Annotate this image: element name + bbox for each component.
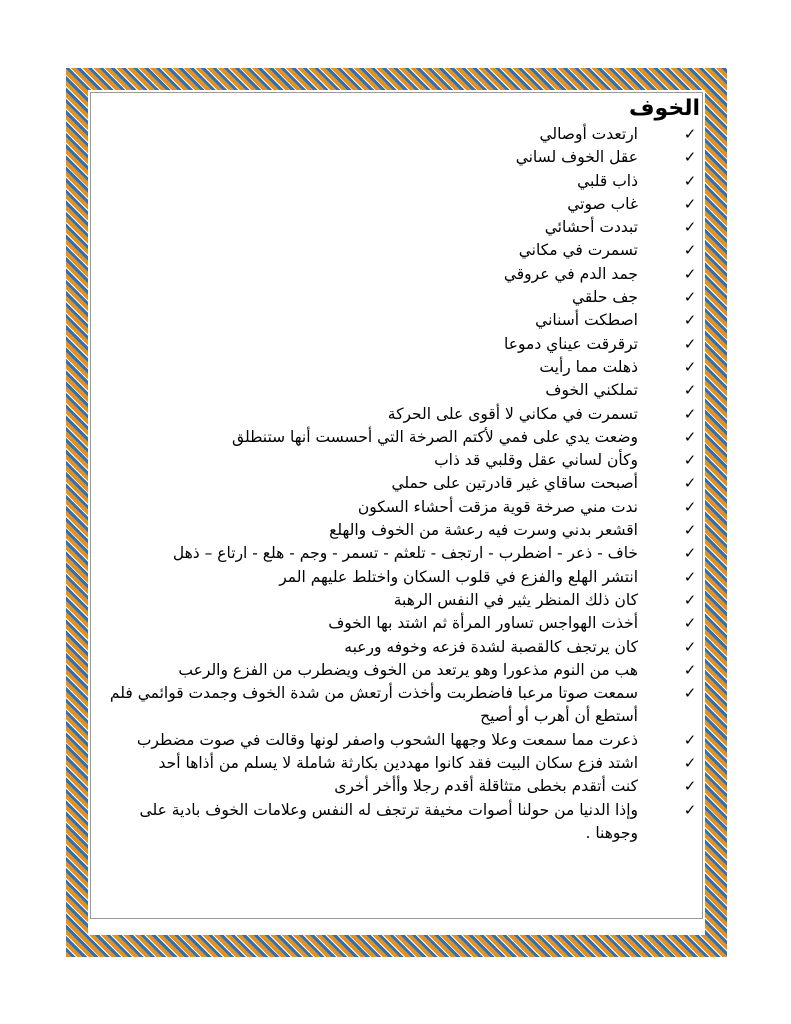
list-item <box>100 309 700 332</box>
checkmark-icon: ✓ <box>683 311 697 330</box>
checkmark-icon: ✓ <box>683 357 697 376</box>
list-item-text: كنت أتقدم بخطى متثاقلة أقدم رجلا وأأخر أخرى <box>334 777 638 796</box>
list-item-text: وكأن لساني عقل وقلبي قد ذاب <box>434 451 638 470</box>
list-item-text: عقل الخوف لساني <box>515 148 638 167</box>
checkmark-icon: ✓ <box>683 125 697 143</box>
checkmark-icon: ✓ <box>683 521 697 540</box>
list-item <box>100 542 700 565</box>
list-item-text: تسمرت في مكاني <box>518 241 638 260</box>
list-item-text: ترقرقت عيناي دموعا <box>504 334 638 353</box>
list-item-text: ذعرت مما سمعت وعلا وجهها الشحوب واصفر لونها وقالت في صوت مضطرب <box>136 730 638 749</box>
page-content <box>100 92 700 912</box>
checkmark-icon: ✓ <box>683 777 697 796</box>
list-item <box>100 263 700 286</box>
checkmark-icon: ✓ <box>683 590 697 609</box>
list-item <box>100 239 700 262</box>
list-item <box>100 426 700 449</box>
page-title: الخوف <box>628 96 700 121</box>
list-item <box>100 682 700 729</box>
list-item-text: اشتد فزع سكان البيت فقد كانوا مهددين بكارثة شاملة لا يسلم من أذاها أحد <box>158 754 638 773</box>
phrase-list <box>100 123 700 845</box>
list-item <box>100 636 700 659</box>
list-item <box>100 286 700 309</box>
list-item-text: كان ذلك المنظر يثير في النفس الرهبة <box>393 590 638 609</box>
list-item-text: جمد الدم في عروقي <box>503 264 638 283</box>
list-item-text: تسمرت في مكاني لا أقوى على الحركة <box>387 404 638 423</box>
checkmark-icon: ✓ <box>683 730 697 749</box>
list-item <box>100 333 700 356</box>
list-item-text: اصطكت أسناني <box>535 311 638 330</box>
list-item-text: غاب صوتي <box>567 194 638 213</box>
list-item-text: كان يرتجف كالقصبة لشدة فزعه وخوفه ورعبه <box>344 637 638 656</box>
checkmark-icon: ✓ <box>683 544 697 563</box>
checkmark-icon: ✓ <box>683 567 697 586</box>
list-item <box>100 170 700 193</box>
checkmark-icon: ✓ <box>683 288 697 307</box>
list-item-text: وضعت يدي على فمي لأكتم الصرخة التي أحسست أنها ستنطلق <box>232 427 638 446</box>
list-item-text: وإذا الدنيا من حولنا أصوات مخيفة ترتجف له النفس وعلامات الخوف بادية على وجوهنا . <box>139 800 638 842</box>
list-item-text: أصبحت ساقاي غير قادرتين على حملي <box>391 474 638 493</box>
list-item <box>100 566 700 589</box>
checkmark-icon: ✓ <box>683 194 697 213</box>
list-item <box>100 379 700 402</box>
list-item-text: ندت مني صرخة قوية مزقت أحشاء السكون <box>357 497 638 516</box>
list-item <box>100 123 700 146</box>
list-item <box>100 193 700 216</box>
checkmark-icon: ✓ <box>683 754 697 773</box>
list-item <box>100 356 700 379</box>
checkmark-icon: ✓ <box>683 684 697 703</box>
list-item-text: اقشعر بدني وسرت فيه رعشة من الخوف والهلع <box>329 521 638 540</box>
list-item-text: خاف - ذعر - اضطرب - ارتجف - تلعثم - تسمر - وجم - هلع - ارتاع – ذهل <box>172 544 638 563</box>
list-item <box>100 216 700 239</box>
list-item <box>100 519 700 542</box>
checkmark-icon: ✓ <box>683 660 697 679</box>
list-item-text: ارتعدت أوصالي <box>539 125 638 143</box>
list-item <box>100 775 700 798</box>
checkmark-icon: ✓ <box>683 241 697 260</box>
checkmark-icon: ✓ <box>683 148 697 167</box>
list-item <box>100 659 700 682</box>
checkmark-icon: ✓ <box>683 614 697 633</box>
checkmark-icon: ✓ <box>683 381 697 400</box>
checkmark-icon: ✓ <box>683 404 697 423</box>
list-item-text: تملكني الخوف <box>545 381 638 400</box>
checkmark-icon: ✓ <box>683 334 697 353</box>
list-item-text: سمعت صوتا مرعبا فاضطربت وأخذت أرتعش من شدة الخوف وجمدت قوائمي فلم أستطع أن أهرب أو أصيح <box>109 684 638 726</box>
checkmark-icon: ✓ <box>683 171 697 190</box>
list-item <box>100 589 700 612</box>
list-item-text: جف حلقي <box>571 288 638 307</box>
checkmark-icon: ✓ <box>683 218 697 237</box>
list-item-text: تبددت أحشائي <box>544 218 638 237</box>
list-item-text: انتشر الهلع والفزع في قلوب السكان واختلط عليهم المر <box>279 567 638 586</box>
list-item-text: أخذت الهواجس تساور المرأة ثم اشتد بها الخوف <box>328 614 638 633</box>
list-item <box>100 403 700 426</box>
list-item-text: هب من النوم مذعورا وهو يرتعد من الخوف ويضطرب من الفزع والرعب <box>178 660 638 679</box>
list-item <box>100 146 700 169</box>
list-item <box>100 729 700 752</box>
checkmark-icon: ✓ <box>683 800 697 819</box>
list-item <box>100 752 700 775</box>
checkmark-icon: ✓ <box>683 474 697 493</box>
list-item <box>100 799 700 846</box>
list-item-text: ذهلت مما رأيت <box>539 357 638 376</box>
list-item <box>100 472 700 495</box>
list-item-text: ذاب قلبي <box>577 171 638 190</box>
list-item <box>100 612 700 635</box>
list-item <box>100 449 700 472</box>
checkmark-icon: ✓ <box>683 497 697 516</box>
checkmark-icon: ✓ <box>683 264 697 283</box>
list-item <box>100 496 700 519</box>
checkmark-icon: ✓ <box>683 637 697 656</box>
checkmark-icon: ✓ <box>683 451 697 470</box>
checkmark-icon: ✓ <box>683 427 697 446</box>
